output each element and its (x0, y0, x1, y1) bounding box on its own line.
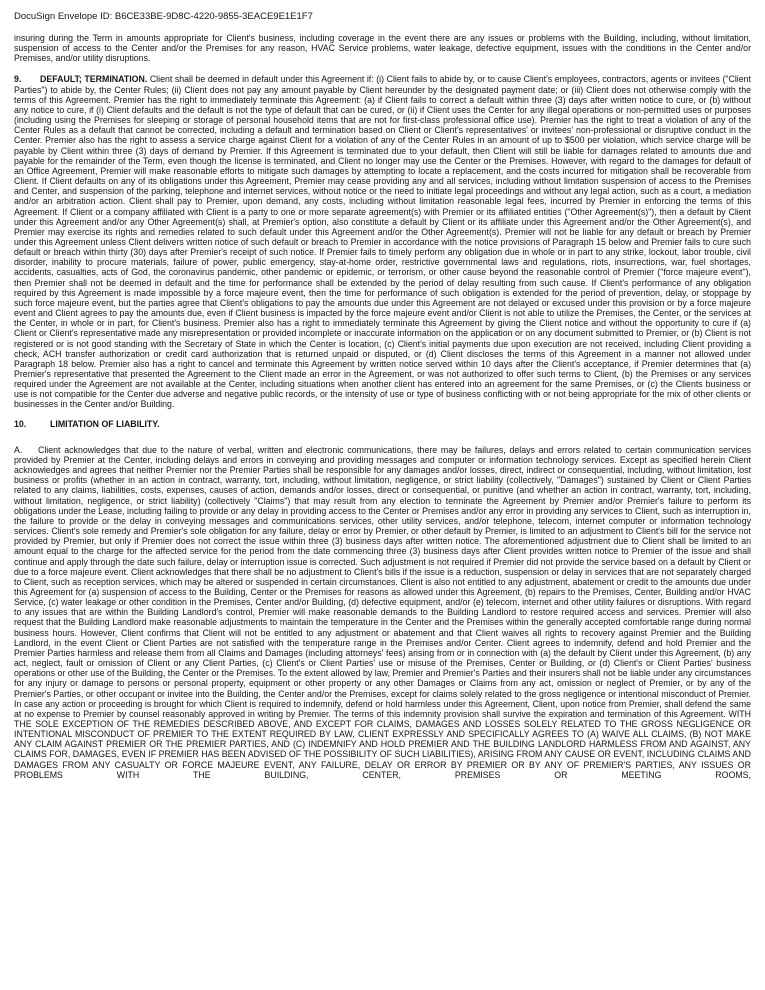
paragraph-a-label: A. (14, 444, 23, 455)
section-10-heading (14, 419, 751, 429)
section-10-number: 10. (14, 418, 27, 429)
paragraph-a-body: Client acknowledges that due to the nature of verbal, written and electronic communications, there may be failures, delays and errors related to certain communication services provided by Premier at the Center, including delays and errors in conveying and providing messages and computer or information technology services. Except as specified herein Client acknowledges and agrees that neither Premier nor the Premier Parties shall be responsible for any damages and/or losses, direct, indirect or consequential, including, without limitation, lost business or profits (whether in an action in contract, warranty, tort, including, without limitation, negligence, or strict liability (collectively, "Damages") sustained by Client or Client Parties related to any claims, liabilities, costs, expenses, causes of action, demands and/or losses, direct or consequential, or punitive (and whether an action in contract, warranty, tort, including, without limitation, negligence, or strict liability) (collectively "Claims") that may result from any election to terminate the Agreement by Premier and/or Premier's failure to perform its obligations under the Lease, including failing to provide or any delay in providing access to the Center or Premises and/or any error in providing any services to Client, such as interruption in, the failure to provide or the delay in conveying messages and communications services, other utility services, and/or telephone, telecom, internet computer or information technology services. Client's sole remedy and Premier's sole obligation for any failure, delay or error by Premier, or other default by Premier, is limited to an adjustment to Client's bill for the service not provided by Premier, but only if Premier does not correct the issue within three (3) business days after written notice. The aforementioned adjustment due to Client shall be limited to an amount equal to the charge for the affected service for the period from the date commencing three (3) business days after Client provides written notice to Premier of the issue and shall continue and apply through the date such failure, delay or interruption issue is corrected. Such adjustment is not required if Premier did not provide the service based on a default by Client or due to a force majeure event. Client acknowledges that there shall be no adjustment to Client's bills if the issue is a reduction, suspension or delay in services that are not separately charged to Client, such as reception services, which may be altered or suspended in certain circumstances. Client is also not entitled to any adjustment, abatement or credit to the amounts due under this Agreement for (a) suspension of access to the Building, Center or the Premises for reasons as allowed under this Agreement, (b) repairs to the Premises, Center, Building and/or HVAC Service, (c) water leakage or other condition in the Premises, Center and/or Building, (d) defective equipment, and/or (e) telecom, internet and other utility failures or disruptions. With regard to any issues that are within the Building Landlord's control, Premier will make reasonable demands to the Building Landlord to restore required access and services. Premier will also request that the Building Landlord make reasonable adjustments to maintain the temperature in the Center and the Premises within the generally accepted comfortable range during normal business hours. However, Client confirms that Client will not be entitled to any adjustment or abatement and that Client waives all rights to recovery against Premier and the Building Landlord, in the event Client or Client Parties are not satisfied with the temperature range in the Premises and/or Center. Client agrees to indemnify, defend and hold Premier and the Premier Parties harmless and release them from all Claims and Damages (including attorneys' fees) arising from or in connection with (a) the default by Client under this Agreement, (b) any act, neglect, fault or omission of Client or any Client Parties, (c) Client's or Client Parties' use or misuse of the Premises, Center or Building, or (d) Client's or Client Parties' business operations or other use of the Building, the Center or the Premises. To the extent allowed by law, Premier and Premier's Parties and their insurers shall not be liable under any circumstances for any injury or damage to persons or personal property, equipment or other property or any other Damages or Claims from any act, omission or neglect of Premier, or by any of the Premier's Parties, or other occupant or invitee into the Building, the Center and/or the Premises, except for claims solely related to the gross negligence or intentional misconduct of Premier. In case any action or proceeding is brought for which Client is required to indemnify, defend or hold harmless under this Agreement, Client, upon notice from Premier, shall defend the same at no expense to Premier by counsel reasonably approved in writing by Premier. The terms of this indemnity provision shall survive the expiration and termination of this Agreement. WITH THE SOLE EXCEPTION OF THE REMEDIES DESCRIBED ABOVE, AND EXCEPT FOR CLAIMS, DAMAGES AND LOSSES SOLELY RELATED TO THE GROSS NEGLIGENCE OR INTENTIONAL MISCONDUCT OF PREMIER TO THE EXTENT REQUIRED BY LAW, CLIENT EXPRESSLY AND SPECIFICALLY AGREES TO (A) WAIVE ALL CLAIMS, (B) NOT MAKE ANY CLAIM AGAINST PREMIER OR THE PREMIER PARTIES, AND (C) INDEMNIFY AND HOLD PREMIER AND THE BUILDING LANDLORD HARMLESS FROM AND AGAINST, ANY CLAIMS FOR, DAMAGES, EVEN IF PREMIER HAS BEEN ADVISED OF THE POSSIBILITY OF SUCH LIABILITIES), ARISING FROM ANY CAUSE OR EVENT, INCLUDING CLAIMS AND DAMAGES FROM ANY CASUALTY OR FORCE MAJEURE EVENT, ANY FAILURE, DELAY OR ERROR BY PREMIER OR BY ANY OF PREMIER'S PARTIES, ANY ISSUES OR PROBLEMS WITH THE BUILDING, CENTER, PREMISES OR MEETING ROOMS, (14, 444, 751, 780)
section-9-paragraph (14, 74, 751, 409)
section-9-body: Client shall be deemed in default under this Agreement if: (i) Client fails to abide by, or to cause Client's employees, contractors, agents or invitees ("Client Parties") to abide by, the Center Rules; (ii) Client does not pay any amount payable by Client hereunder by the designated payment date; or (iii) Client does not otherwise comply with the terms of this Agreement. Premier has the right to immediately terminate this Agreement: (a) if Client fails to correct a default within three (3) days after written notice to cure, or (b) without any notice to cure, if (i) Client defaults and the default is not the type of default that can be cured, or (ii) if Client uses the Center for any illegal operations or non-permitted uses or purposes (including using the Premises for sleeping or storage of personal household items that are not for first-class professional office use). Premier has the right to treat a violation of any of the Center Rules as a default that cannot be corrected, including a default and termination based on Client or Client's representatives' or invitees' non-professional or disruptive conduct in the Center. Premier also has the right to assess a service charge against Client for a violation of any of the Center Rules in an amount of up to $500 per violation, which service charge will be payable by Client within three (3) days of demand by Premier. If this Agreement is terminated due to your default, then Client will still be liable for damages related to amounts due and payable for the remainder of the Term, even though the license is terminated, and Client no longer may use the Center or the Premises. However, with regard to the damages for default of an Office Agreement, Premier will make reasonable efforts to mitigate such damages by attempting to locate a replacement, and the costs incurred for mitigation shall be recoverable from Client. If Client defaults on any of its obligations under this Agreement, Premier may cease providing any and all services, including without limitation suspension of access to the Premises and Center, and suspension of the parking, telephone and internet services, without notice or the need to initiate legal proceedings and without any legal action, such as a court, a mediation and/or an arbitration action. Client shall pay to Premier, upon demand, any costs, including without limitation reasonable legal fees, incurred by Premier in enforcing the terms of this Agreement. If Client or a company affiliated with Client is a party to one or more separate agreement(s) with Premier or its affiliated entities ("Other Agreement(s)"), then a default by Client under this Agreement and/or any Other Agreement(s) shall, at Premier's option, also constitute a default by Client or its affiliate under this Agreement and/or the Other Agreement(s), and Premier may exercise its rights and remedies related to such default under this Agreement and/or the Other Agreement(s). Premier will not be liable for any default or breach by Premier under this Agreement unless Client delivers written notice of such default or breach to Premier in accordance with the notice provisions of Paragraph 15 below and Premier fails to cure such default or breach within thirty (30) days after Premier's receipt of such notice. If Premier fails to timely perform any obligation due in whole or in part to any strike, lockout, labor trouble, civil disorder, inability to procure materials, failure of power, public emergency, stay-at-home order, restrictive governmental laws and regulations, riots, insurrections, war, fuel shortages, accidents, casualties, acts of God, the coronavirus pandemic, other pandemic or epidemic, or terrorism, or other cause beyond the reasonable control of Premier ("force majeure event"), then Premier shall not be deemed in default and the time for performance shall be extended by the period of delay resulting from such cause. If Client's performance of any obligation required by this Agreement is made impossible by a force majeure event, then the time for performance of such obligation is extended for the period of prevention, delay, or stoppage by such force majeure event, but the parties agree that Client's obligations to pay the amounts due under this Agreement are not delayed or excused under this provision or by a force majeure event and Client agrees to pay the amounts due, even if Client business is impacted by the force majeure event and/or Client is not able to utilize the Premises, the Center, or the services at the Center, in whole or in part, for Client's business. Premier also has a right to immediately terminate this Agreement by giving the Client notice and without the opportunity to cure if (a) Client or Client's representative made any misrepresentation or provided incomplete or inaccurate information on the application or on any document submitted to Premier, or (b) Client is not registered or is not good standing with the Secretary of State in which the Center is location, (c) Client's initial payments due upon execution are not received, including Client providing a check, ACH transfer authorization or credit card authorization that is returned unpaid or disputed, or (d) Client discloses the terms of this Agreement in a manner not allowed under Paragraph 18 below. Premier also has a right to cancel and terminate this Agreement by written notice served within 10 days after the Client's acceptance, if Premier determines that (a) Premier's representative that presented the Agreement to the Client made an error in the Agreement, or was not authorized to offer such terms to Client, (b) the Premises or any services required under the Agreement are not available at the Center, including situations when another client has entered into an agreement for the same Premises, or (c) the Clients business or use is not compatible for the Center due adverse and negative public records, or the intensity of use or type of business conflicting with or not being appropriate for the mix of other clients or businesses in the Center and/or Building. (14, 74, 751, 410)
paragraph-a (14, 445, 751, 780)
intro-paragraph (14, 33, 751, 63)
section-9-title: DEFAULT; TERMINATION. (40, 74, 148, 85)
docusign-envelope-id: DocuSign Envelope ID: B6CE33BE-9D8C-4220-9855-3EACE9E1E1F7 (14, 11, 313, 22)
section-10-title: LIMITATION OF LIABILITY. (50, 418, 160, 429)
section-9-number: 9. (14, 74, 22, 85)
intro-paragraph-text: insuring during the Term in amounts appropriate for Client's business, including coverage in the event there are any issues or problems with the Building, including, without limitation, suspension of access to the Center and/or the Premises for any reason, HVAC Service problems, water leakage, defective equipment, issues with the conditions in the Center and/or Premises, and/or utility disruptions. (14, 33, 751, 64)
